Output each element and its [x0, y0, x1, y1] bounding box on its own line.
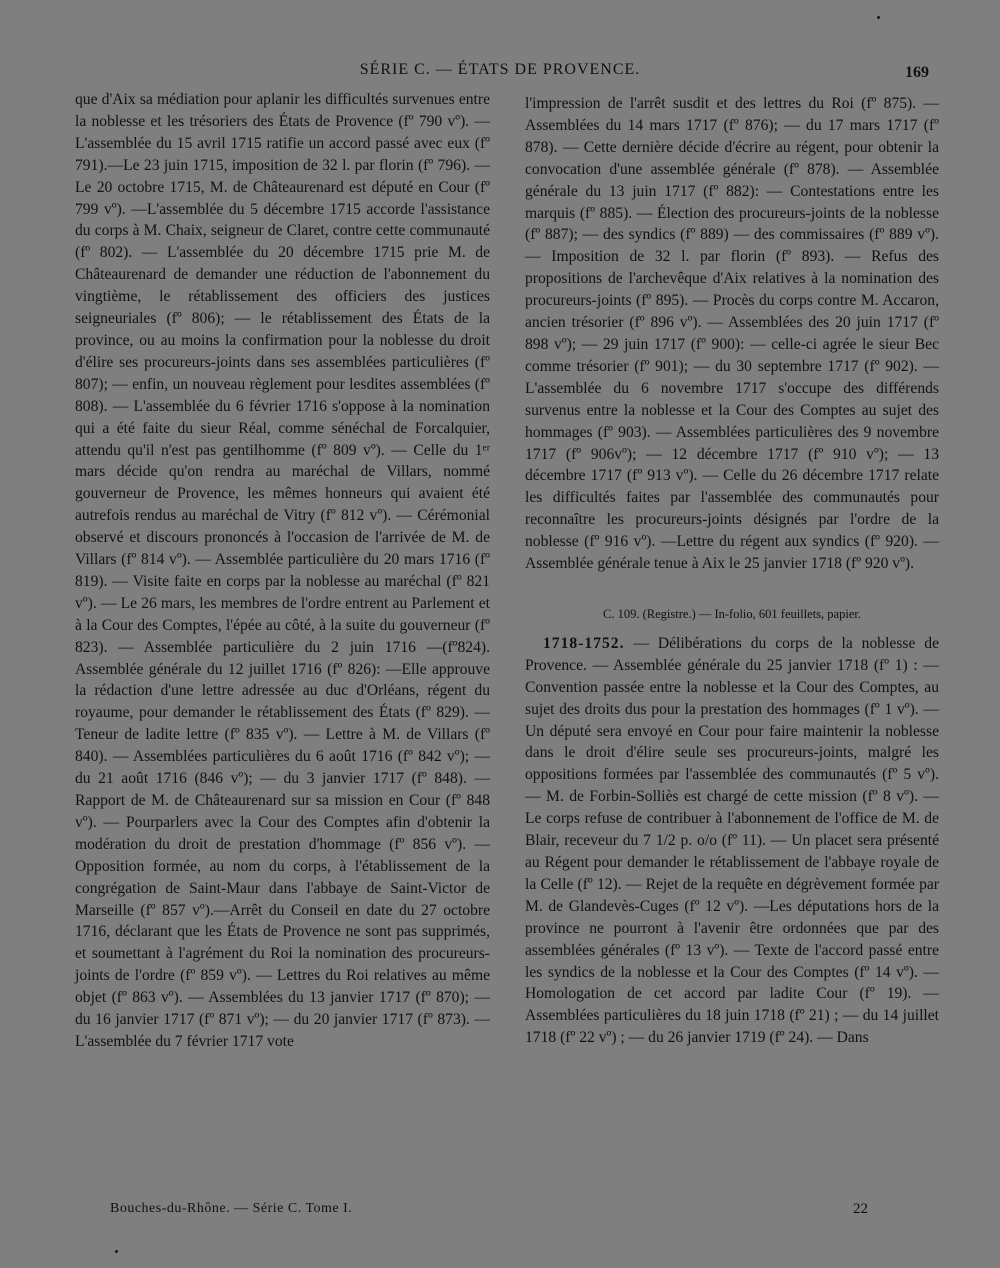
left-column [75, 89, 490, 1053]
right-column-text: l'impression de l'arrêt susdit et des lettres du Roi (fº 875). —Assemblées du 14 mars 1717 (fº 876); — du 17 mars 1717 (fº 878). — Cette dernière décide d'écrire au régent, pour obtenir la convocation d'une assemblée générale (fº 878). — Assemblée générale du 13 juin 1717 (fº 882): — Contestations entre les marquis (fº 885). — Élection des procureurs-joints de la noblesse (fº 887); — des syndics (fº 889) — des commissaires (fº 889 vº). — Imposition de 32 l. par florin (fº 893). — Refus des propositions de l'archevêque d'Aix relatives à la nomination des procureurs-joints (fº 895). — Procès du corps contre M. Accaron, ancien trésorier (fº 896 vº). — Assemblées des 20 juin 1717 (fº 898 vº); — 29 juin 1717 (fº 900): — celle-ci agrée le sieur Bec comme trésorier (fº 901); — du 30 septembre 1717 (fº 902). — L'assemblée du 6 novembre 1717 s'occupe des différends survenus entre la noblesse et la Cour des Comptes au sujet des hommages (fº 903). — Assemblées particulières des 9 novembre 1717 (fº 906vº); — 12 décembre 1717 (fº 910 vº); — 13 décembre 1717 (fº 913 vº). — Celle du 26 décembre 1717 relate les difficultés faites par l'assemblée des communautés pour reconnaître les procureurs-joints désignés par l'ordre de la noblesse (fº 916 vº). —Lettre du régent aux syndics (fº 920). — Assemblée générale tenue à Aix le 25 janvier 1718 (fº 920 vº). [525, 95, 939, 573]
scan-speck [877, 16, 880, 19]
entry-date-range: 1718-1752. [543, 634, 625, 652]
footer-sheet-number: 22 [853, 1201, 868, 1217]
left-column-text: que d'Aix sa médiation pour aplanir les difficultés survenues entre la noblesse et les trésoriers des États de Provence (fº 790 vº). — L'assemblée du 15 avril 1715 ratifie un accord passé avec eux (fº 791).—Le 23 juin 1715, imposition de 32 l. par florin (fº 796). — Le 20 octobre 1715, M. de Châteaurenard est député en Cour (fº 799 vº). —L'assemblée du 5 décembre 1715 accorde l'assistance du corps à M. Chaix, seigneur de Claret, contre cette communauté (fº 802). — L'assemblée du 20 décembre 1715 prie M. de Châteaurenard de demander une réduction de l'abonnement du vingtième, le rétablissement des officiers des justices seigneuriales (fº 806); — le rétablissement des États de la province, ou au moins la confirmation pour la noblesse du droit d'élire ses procureurs-joints dans ses assemblées particulières (fº 807); — enfin, un nouveau règlement pour lesdites assemblées (fº 808). — L'assemblée du 6 février 1716 s'oppose à la nomination qui a été faite du sieur Réal, comme sénéchal de Forcalquier, attendu qu'il n'est pas gentilhomme (fº 809 vº). — Celle du 1ᵉʳ mars décide qu'on rendra au maréchal de Villars, nommé gouverneur de Provence, les mêmes honneurs qui avaient été autrefois rendus au maréchal de Vitry (fº 812 vº). — Cérémonial observé et discours prononcés à l'occasion de l'arrivée de M. de Villars (fº 814 vº). — Assemblée particulière du 20 mars 1716 (fº 819). — Visite faite en corps par la noblesse au maréchal (fº 821 vº). — Le 26 mars, les membres de l'ordre entrent au Parlement et à la Cour des Comptes, l'épée au côté, à la suite du gouverneur (fº 823). — Assemblée particulière du 2 juin 1716 —(fº824). Assemblée générale du 12 juillet 1716 (fº 826): —Elle approuve la rédaction d'une lettre adressée au duc d'Orléans, régent du royaume, pour demander le rétablissement des États (fº 829). — Teneur de ladite lettre (fº 835 vº). — Lettre à M. de Villars (fº 840). — Assemblées particulières du 6 août 1716 (fº 842 vº); — du 21 août 1716 (846 vº); — du 3 janvier 1717 (fº 848). — Rapport de M. de Châteaurenard sur sa mission en Cour (fº 848 vº). — Pourparlers avec la Cour des Comptes afin d'obtenir la modération du droit de prestation d'hommage (fº 856 vº). — Opposition formée, au nom du corps, à l'établissement de la congrégation de Saint-Maur dans l'abbaye de Saint-Victor de Marseille (fº 857 vº).—Arrêt du Conseil en date du 27 octobre 1716, déclarant que les États de Provence ne sont pas supprimés, et soumettant à l'agrément du Roi la nomination des procureurs-joints de l'ordre (fº 859 vº). — Lettres du Roi relatives au même objet (fº 863 vº). — Assemblées du 13 janvier 1717 (fº 870); — du 16 janvier 1717 (fº 871 vº); — du 20 janvier 1717 (fº 873). — L'assemblée du 7 février 1717 vote [75, 91, 490, 1050]
footer-volume: Bouches-du-Rhône. — Série C. Tome I. [110, 1201, 353, 1216]
register-entry [525, 633, 939, 1049]
scan-speck [115, 1250, 118, 1253]
right-column [525, 93, 939, 1049]
page-number: 169 [905, 64, 929, 81]
entry-text: — Délibérations du corps de la noblesse de Provence. — Assemblée générale du 25 janvier 1718 (fº 1) : — Convention passée entre la noblesse et la Cour des Comptes, au sujet des droits dus pour la prestation des hommages (fº 1 vº). — Un député sera envoyé en Cour pour faire maintenir la noblesse dans le droit d'élire seule ses procureurs-joints, malgré les oppositions formées par l'assemblée des communautés (fº 5 vº). — M. de Forbin-Solliès est chargé de cette mission (fº 8 vº). — Le corps refuse de contribuer à l'abonnement de l'office de M. de Blair, receveur du 7 1/2 p. o/o (fº 11). — Un placet sera présenté au Régent pour demander le rétablissement de l'abbaye royale de la Celle (fº 12). — Rejet de la requête en dégrèvement formée par M. de Glandevès-Cuges (fº 12 vº). —Les députations hors de la province ne pourront à l'avenir être ordonnées que par des assemblées générales (fº 13 vº). — Texte de l'accord passé entre les syndics de la noblesse et la Cour des Comptes (fº 14 vº). — Homologation de cet accord par ladite Cour (fº 19). — Assemblées particulières du 18 juin 1718 (fº 21) ; — du 14 juillet 1718 (fº 22 vº) ; — du 26 janvier 1719 (fº 24). — Dans [525, 634, 939, 1047]
running-header: SÉRIE C. — ÉTATS DE PROVENCE. [359, 61, 641, 78]
archive-reference: C. 109. (Registre.) — In-folio, 601 feuillets, papier. [603, 606, 861, 621]
